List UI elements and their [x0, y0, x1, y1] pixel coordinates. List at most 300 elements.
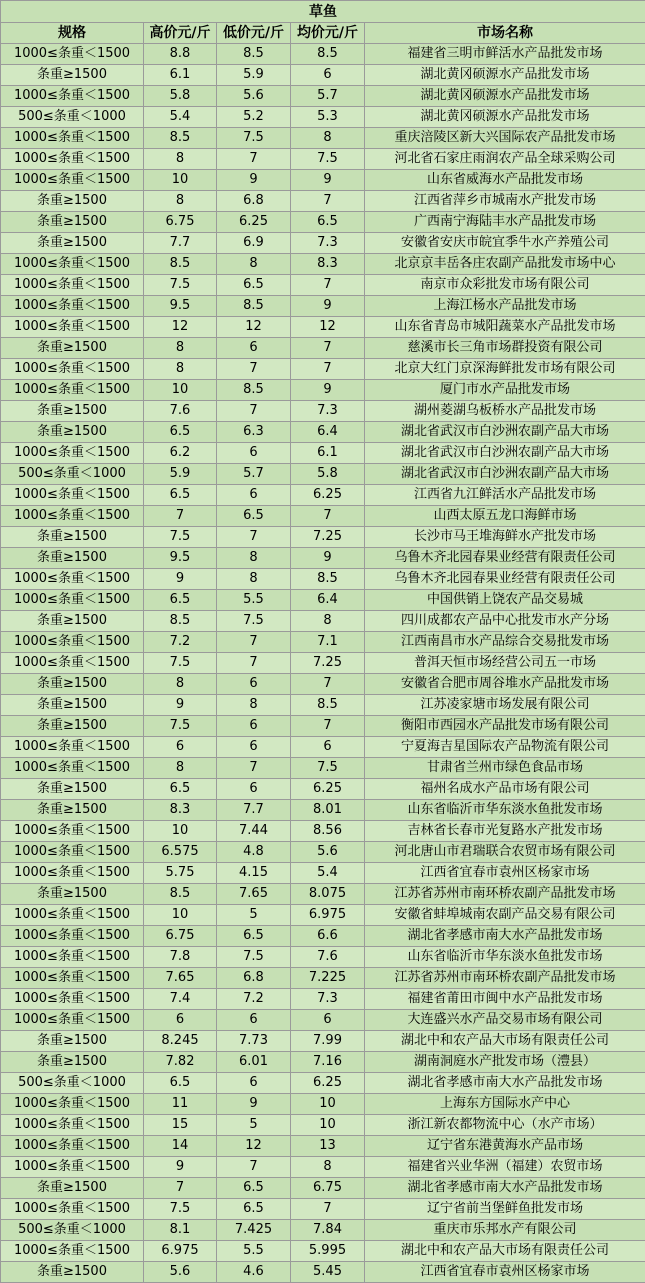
high-price-cell: 5.9: [144, 464, 217, 485]
spec-cell: 条重≥1500: [1, 422, 144, 443]
market-cell: 重庆涪陵区新大兴国际农产品批发市场: [365, 128, 645, 149]
table-row: [1, 443, 645, 464]
high-price-cell: 7.5: [144, 527, 217, 548]
table-row: [1, 1136, 645, 1157]
market-cell: 江西省宜春市袁州区杨家市场: [365, 1262, 645, 1283]
market-cell: 湖北省武汉市白沙洲农副产品大市场: [365, 422, 645, 443]
low-price-cell: 12: [217, 317, 291, 338]
avg-price-cell: 7.3: [291, 401, 365, 422]
high-price-cell: 7.7: [144, 233, 217, 254]
table-row: [1, 695, 645, 716]
spec-cell: 条重≥1500: [1, 233, 144, 254]
low-price-cell: 7: [217, 758, 291, 779]
high-price-cell: 6.75: [144, 926, 217, 947]
low-price-cell: 6.5: [217, 1178, 291, 1199]
avg-price-cell: 8.01: [291, 800, 365, 821]
market-cell: 江西省宜春市袁州区杨家市场: [365, 863, 645, 884]
low-price-cell: 7: [217, 527, 291, 548]
high-price-cell: 5.8: [144, 86, 217, 107]
spec-cell: 条重≥1500: [1, 191, 144, 212]
market-cell: 山东省临沂市华东淡水鱼批发市场: [365, 800, 645, 821]
avg-price-cell: 12: [291, 317, 365, 338]
table-row: [1, 1115, 645, 1136]
high-price-cell: 15: [144, 1115, 217, 1136]
avg-price-cell: 8: [291, 128, 365, 149]
avg-price-cell: 7.1: [291, 632, 365, 653]
market-cell: 辽宁省东港黄海水产品市场: [365, 1136, 645, 1157]
avg-price-cell: 5.45: [291, 1262, 365, 1283]
table-row: [1, 317, 645, 338]
header-spec: 规格: [1, 23, 144, 44]
low-price-cell: 7.7: [217, 800, 291, 821]
market-cell: 甘肃省兰州市绿色食品市场: [365, 758, 645, 779]
spec-cell: 1000≤条重＜1500: [1, 485, 144, 506]
low-price-cell: 6.9: [217, 233, 291, 254]
low-price-cell: 7: [217, 401, 291, 422]
spec-cell: 500≤条重＜1000: [1, 107, 144, 128]
high-price-cell: 10: [144, 170, 217, 191]
spec-cell: 1000≤条重＜1500: [1, 1199, 144, 1220]
market-cell: 河北唐山市君瑞联合农贸市场有限公司: [365, 842, 645, 863]
spec-cell: 1000≤条重＜1500: [1, 296, 144, 317]
low-price-cell: 5.2: [217, 107, 291, 128]
table-row: [1, 968, 645, 989]
low-price-cell: 5: [217, 905, 291, 926]
avg-price-cell: 7.5: [291, 758, 365, 779]
high-price-cell: 10: [144, 380, 217, 401]
avg-price-cell: 9: [291, 170, 365, 191]
low-price-cell: 5.7: [217, 464, 291, 485]
avg-price-cell: 5.4: [291, 863, 365, 884]
market-cell: 福建省莆田市闽中水产品批发市场: [365, 989, 645, 1010]
market-cell: 厦门市水产品批发市场: [365, 380, 645, 401]
low-price-cell: 5: [217, 1115, 291, 1136]
avg-price-cell: 6.25: [291, 485, 365, 506]
low-price-cell: 6: [217, 443, 291, 464]
avg-price-cell: 6.975: [291, 905, 365, 926]
table-row: [1, 212, 645, 233]
table-row: [1, 1220, 645, 1241]
high-price-cell: 9: [144, 1157, 217, 1178]
market-cell: 湖北省武汉市白沙洲农副产品大市场: [365, 443, 645, 464]
market-cell: 山东省威海水产品批发市场: [365, 170, 645, 191]
low-price-cell: 7.425: [217, 1220, 291, 1241]
table-row: [1, 632, 645, 653]
spec-cell: 条重≥1500: [1, 779, 144, 800]
market-cell: 湖北中和农产品大市场有限责任公司: [365, 1031, 645, 1052]
table-row: [1, 1052, 645, 1073]
table-row: [1, 254, 645, 275]
spec-cell: 条重≥1500: [1, 674, 144, 695]
high-price-cell: 6.5: [144, 422, 217, 443]
avg-price-cell: 7.6: [291, 947, 365, 968]
low-price-cell: 9: [217, 170, 291, 191]
avg-price-cell: 9: [291, 380, 365, 401]
spec-cell: 1000≤条重＜1500: [1, 149, 144, 170]
market-cell: 大连盛兴水产品交易市场有限公司: [365, 1010, 645, 1031]
avg-price-cell: 7: [291, 674, 365, 695]
header-low-price: 低价元/斤: [217, 23, 291, 44]
low-price-cell: 8: [217, 695, 291, 716]
avg-price-cell: 6.6: [291, 926, 365, 947]
high-price-cell: 8: [144, 359, 217, 380]
table-row: [1, 527, 645, 548]
spec-cell: 条重≥1500: [1, 212, 144, 233]
low-price-cell: 5.9: [217, 65, 291, 86]
market-cell: 湖北省孝感市南大水产品批发市场: [365, 1073, 645, 1094]
high-price-cell: 6: [144, 1010, 217, 1031]
high-price-cell: 8.5: [144, 128, 217, 149]
table-row: [1, 149, 645, 170]
market-cell: 重庆市乐邦水产有限公司: [365, 1220, 645, 1241]
avg-price-cell: 6: [291, 65, 365, 86]
high-price-cell: 6.975: [144, 1241, 217, 1262]
avg-price-cell: 7: [291, 191, 365, 212]
high-price-cell: 5.75: [144, 863, 217, 884]
market-cell: 江西省九江鲜活水产品批发市场: [365, 485, 645, 506]
table-row: [1, 170, 645, 191]
avg-price-cell: 6.25: [291, 779, 365, 800]
market-cell: 湖北省孝感市南大水产品批发市场: [365, 926, 645, 947]
avg-price-cell: 6.25: [291, 1073, 365, 1094]
table-row: [1, 1241, 645, 1262]
spec-cell: 1000≤条重＜1500: [1, 653, 144, 674]
market-cell: 福州名成水产品市场有限公司: [365, 779, 645, 800]
high-price-cell: 8.1: [144, 1220, 217, 1241]
high-price-cell: 5.4: [144, 107, 217, 128]
high-price-cell: 7.5: [144, 653, 217, 674]
table-row: [1, 401, 645, 422]
avg-price-cell: 13: [291, 1136, 365, 1157]
spec-cell: 500≤条重＜1000: [1, 1073, 144, 1094]
market-cell: 江苏省苏州市南环桥农副产品批发市场: [365, 968, 645, 989]
high-price-cell: 8.3: [144, 800, 217, 821]
spec-cell: 1000≤条重＜1500: [1, 170, 144, 191]
avg-price-cell: 7.225: [291, 968, 365, 989]
market-cell: 湖北黄冈硕源水产品批发市场: [365, 86, 645, 107]
table-row: [1, 653, 645, 674]
avg-price-cell: 7.3: [291, 233, 365, 254]
market-cell: 慈溪市长三角市场群投资有限公司: [365, 338, 645, 359]
spec-cell: 1000≤条重＜1500: [1, 1241, 144, 1262]
spec-cell: 条重≥1500: [1, 1052, 144, 1073]
high-price-cell: 6.5: [144, 590, 217, 611]
table-row: [1, 485, 645, 506]
spec-cell: 1000≤条重＜1500: [1, 86, 144, 107]
table-row: [1, 905, 645, 926]
market-cell: 辽宁省前当堡鲜鱼批发市场: [365, 1199, 645, 1220]
spec-cell: 1000≤条重＜1500: [1, 632, 144, 653]
avg-price-cell: 8.5: [291, 695, 365, 716]
high-price-cell: 8: [144, 674, 217, 695]
high-price-cell: 7.65: [144, 968, 217, 989]
market-cell: 福建省兴业华洲（福建）农贸市场: [365, 1157, 645, 1178]
market-cell: 中国供销上饶农产品交易城: [365, 590, 645, 611]
market-cell: 南京市众彩批发市场有限公司: [365, 275, 645, 296]
low-price-cell: 8.5: [217, 380, 291, 401]
market-cell: 广西南宁海陆丰水产品批发市场: [365, 212, 645, 233]
spec-cell: 条重≥1500: [1, 695, 144, 716]
spec-cell: 条重≥1500: [1, 716, 144, 737]
market-cell: 江苏省苏州市南环桥农副产品批发市场: [365, 884, 645, 905]
spec-cell: 1000≤条重＜1500: [1, 590, 144, 611]
market-cell: 乌鲁木齐北园春果业经营有限责任公司: [365, 548, 645, 569]
table-row: [1, 842, 645, 863]
low-price-cell: 6.01: [217, 1052, 291, 1073]
table-row: [1, 884, 645, 905]
market-cell: 安徽省蚌埠城南农副产品交易有限公司: [365, 905, 645, 926]
avg-price-cell: 6.4: [291, 590, 365, 611]
high-price-cell: 6.5: [144, 779, 217, 800]
high-price-cell: 8.5: [144, 884, 217, 905]
spec-cell: 1000≤条重＜1500: [1, 1136, 144, 1157]
high-price-cell: 7.5: [144, 1199, 217, 1220]
avg-price-cell: 7.25: [291, 527, 365, 548]
avg-price-cell: 7.16: [291, 1052, 365, 1073]
market-cell: 普洱天恒市场经营公司五一市场: [365, 653, 645, 674]
avg-price-cell: 5.6: [291, 842, 365, 863]
table-row: [1, 506, 645, 527]
table-row: [1, 1073, 645, 1094]
low-price-cell: 6: [217, 779, 291, 800]
spec-cell: 1000≤条重＜1500: [1, 443, 144, 464]
avg-price-cell: 5.8: [291, 464, 365, 485]
high-price-cell: 8.8: [144, 44, 217, 65]
table-row: [1, 191, 645, 212]
market-cell: 安徽省安庆市皖宜季牛水产养殖公司: [365, 233, 645, 254]
low-price-cell: 6.25: [217, 212, 291, 233]
spec-cell: 500≤条重＜1000: [1, 1220, 144, 1241]
market-cell: 湖北黄冈硕源水产品批发市场: [365, 107, 645, 128]
high-price-cell: 6.1: [144, 65, 217, 86]
high-price-cell: 10: [144, 905, 217, 926]
spec-cell: 条重≥1500: [1, 1178, 144, 1199]
avg-price-cell: 6.5: [291, 212, 365, 233]
spec-cell: 1000≤条重＜1500: [1, 317, 144, 338]
spec-cell: 条重≥1500: [1, 65, 144, 86]
high-price-cell: 10: [144, 821, 217, 842]
avg-price-cell: 10: [291, 1094, 365, 1115]
high-price-cell: 7: [144, 1178, 217, 1199]
low-price-cell: 5.5: [217, 1241, 291, 1262]
spec-cell: 1000≤条重＜1500: [1, 44, 144, 65]
spec-cell: 1000≤条重＜1500: [1, 821, 144, 842]
table-row: [1, 86, 645, 107]
high-price-cell: 7.82: [144, 1052, 217, 1073]
avg-price-cell: 7: [291, 1199, 365, 1220]
low-price-cell: 7.5: [217, 611, 291, 632]
avg-price-cell: 7.25: [291, 653, 365, 674]
table-row: [1, 1157, 645, 1178]
avg-price-cell: 10: [291, 1115, 365, 1136]
table-row: [1, 1262, 645, 1283]
table-row: [1, 275, 645, 296]
avg-price-cell: 9: [291, 548, 365, 569]
avg-price-cell: 7: [291, 506, 365, 527]
spec-cell: 1000≤条重＜1500: [1, 1115, 144, 1136]
table-row: [1, 1031, 645, 1052]
high-price-cell: 7.6: [144, 401, 217, 422]
avg-price-cell: 6.1: [291, 443, 365, 464]
low-price-cell: 6: [217, 338, 291, 359]
market-cell: 湖南洞庭水产批发市场（澧县）: [365, 1052, 645, 1073]
low-price-cell: 6: [217, 485, 291, 506]
market-cell: 宁夏海吉星国际农产品物流有限公司: [365, 737, 645, 758]
table-row: [1, 947, 645, 968]
spec-cell: 1000≤条重＜1500: [1, 1010, 144, 1031]
avg-price-cell: 8: [291, 611, 365, 632]
market-cell: 江苏凌家塘市场发展有限公司: [365, 695, 645, 716]
high-price-cell: 14: [144, 1136, 217, 1157]
low-price-cell: 8.5: [217, 296, 291, 317]
table-row: [1, 548, 645, 569]
high-price-cell: 8.245: [144, 1031, 217, 1052]
table-title: 草鱼: [1, 1, 645, 23]
low-price-cell: 9: [217, 1094, 291, 1115]
avg-price-cell: 7.3: [291, 989, 365, 1010]
spec-cell: 1000≤条重＜1500: [1, 1094, 144, 1115]
low-price-cell: 6.5: [217, 506, 291, 527]
avg-price-cell: 6: [291, 1010, 365, 1031]
avg-price-cell: 8.5: [291, 569, 365, 590]
low-price-cell: 5.6: [217, 86, 291, 107]
low-price-cell: 6.8: [217, 191, 291, 212]
table-row: [1, 107, 645, 128]
avg-price-cell: 7.84: [291, 1220, 365, 1241]
avg-price-cell: 7.5: [291, 149, 365, 170]
avg-price-cell: 7: [291, 275, 365, 296]
spec-cell: 1000≤条重＜1500: [1, 254, 144, 275]
low-price-cell: 6.8: [217, 968, 291, 989]
table-row: [1, 758, 645, 779]
table-row: [1, 779, 645, 800]
market-cell: 湖北黄冈硕源水产品批发市场: [365, 65, 645, 86]
high-price-cell: 9: [144, 569, 217, 590]
table-row: [1, 1094, 645, 1115]
header-high-price: 高价元/斤: [144, 23, 217, 44]
low-price-cell: 7: [217, 1157, 291, 1178]
market-cell: 江西省萍乡市城南水产批发市场: [365, 191, 645, 212]
table-row: [1, 464, 645, 485]
spec-cell: 条重≥1500: [1, 1031, 144, 1052]
low-price-cell: 7: [217, 359, 291, 380]
low-price-cell: 4.15: [217, 863, 291, 884]
market-cell: 山西太原五龙口海鲜市场: [365, 506, 645, 527]
low-price-cell: 6: [217, 674, 291, 695]
market-cell: 衡阳市西园水产品批发市场有限公司: [365, 716, 645, 737]
high-price-cell: 8.5: [144, 254, 217, 275]
table-row: [1, 611, 645, 632]
spec-cell: 条重≥1500: [1, 338, 144, 359]
low-price-cell: 7.65: [217, 884, 291, 905]
market-cell: 山东省临沂市华东淡水鱼批发市场: [365, 947, 645, 968]
market-cell: 上海江杨水产品批发市场: [365, 296, 645, 317]
low-price-cell: 8: [217, 254, 291, 275]
table-row: [1, 590, 645, 611]
low-price-cell: 6.3: [217, 422, 291, 443]
high-price-cell: 9: [144, 695, 217, 716]
market-cell: 湖北省孝感市南大水产品批发市场: [365, 1178, 645, 1199]
header-market: 市场名称: [365, 23, 645, 44]
spec-cell: 1000≤条重＜1500: [1, 359, 144, 380]
high-price-cell: 6.5: [144, 1073, 217, 1094]
spec-cell: 500≤条重＜1000: [1, 464, 144, 485]
avg-price-cell: 5.3: [291, 107, 365, 128]
avg-price-cell: 8.56: [291, 821, 365, 842]
table-row: [1, 128, 645, 149]
table-row: [1, 296, 645, 317]
table-row: [1, 926, 645, 947]
avg-price-cell: 9: [291, 296, 365, 317]
table-row: [1, 1199, 645, 1220]
market-cell: 山东省青岛市城阳蔬菜水产品批发市场: [365, 317, 645, 338]
spec-cell: 条重≥1500: [1, 884, 144, 905]
high-price-cell: 7.4: [144, 989, 217, 1010]
table-row: [1, 821, 645, 842]
table-row: [1, 359, 645, 380]
table-row: [1, 1010, 645, 1031]
low-price-cell: 6.5: [217, 1199, 291, 1220]
spec-cell: 1000≤条重＜1500: [1, 1157, 144, 1178]
spec-cell: 1000≤条重＜1500: [1, 737, 144, 758]
low-price-cell: 6: [217, 1010, 291, 1031]
avg-price-cell: 8.5: [291, 44, 365, 65]
low-price-cell: 8: [217, 548, 291, 569]
low-price-cell: 7: [217, 149, 291, 170]
low-price-cell: 6: [217, 1073, 291, 1094]
market-cell: 北京大红门京深海鲜批发市场有限公司: [365, 359, 645, 380]
spec-cell: 1000≤条重＜1500: [1, 275, 144, 296]
low-price-cell: 7.5: [217, 128, 291, 149]
market-cell: 福建省三明市鲜活水产品批发市场: [365, 44, 645, 65]
spec-cell: 条重≥1500: [1, 401, 144, 422]
table-row: [1, 716, 645, 737]
low-price-cell: 8: [217, 569, 291, 590]
table-row: [1, 338, 645, 359]
header-avg-price: 均价元/斤: [291, 23, 365, 44]
avg-price-cell: 8: [291, 1157, 365, 1178]
avg-price-cell: 6.4: [291, 422, 365, 443]
high-price-cell: 7.8: [144, 947, 217, 968]
high-price-cell: 7.5: [144, 275, 217, 296]
market-cell: 湖北省武汉市白沙洲农副产品大市场: [365, 464, 645, 485]
avg-price-cell: 8.3: [291, 254, 365, 275]
spec-cell: 1000≤条重＜1500: [1, 569, 144, 590]
table-row: [1, 380, 645, 401]
table-row: [1, 989, 645, 1010]
high-price-cell: 6.2: [144, 443, 217, 464]
spec-cell: 1000≤条重＜1500: [1, 506, 144, 527]
high-price-cell: 9.5: [144, 548, 217, 569]
high-price-cell: 12: [144, 317, 217, 338]
market-cell: 北京京丰岳各庄农副产品批发市场中心: [365, 254, 645, 275]
low-price-cell: 7.44: [217, 821, 291, 842]
high-price-cell: 8.5: [144, 611, 217, 632]
spec-cell: 1000≤条重＜1500: [1, 905, 144, 926]
avg-price-cell: 8.075: [291, 884, 365, 905]
spec-cell: 条重≥1500: [1, 800, 144, 821]
spec-cell: 条重≥1500: [1, 527, 144, 548]
table-row: [1, 863, 645, 884]
table-row: [1, 800, 645, 821]
high-price-cell: 6.5: [144, 485, 217, 506]
avg-price-cell: 5.7: [291, 86, 365, 107]
high-price-cell: 5.6: [144, 1262, 217, 1283]
low-price-cell: 7.73: [217, 1031, 291, 1052]
avg-price-cell: 5.995: [291, 1241, 365, 1262]
avg-price-cell: 6: [291, 737, 365, 758]
market-cell: 乌鲁木齐北园春果业经营有限责任公司: [365, 569, 645, 590]
